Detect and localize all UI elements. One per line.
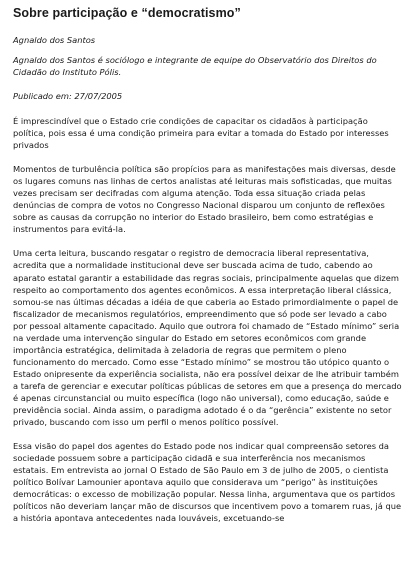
article-paragraph-2: Momentos de turbulência política são propícios para as manifestações mais diversas, desde os lugares comuns nas linhas de certos analistas até leituras mais sofisticadas, que muitas vezes precisam ser decifradas com alguma atenção. Toda essa situação criada pelas denúncias de compra de votos no Congresso Nacional disparou um conjunto de reflexões sobre as causas da corrupção no interior do Estado brasileiro, bem como estratégias e instrumentos para evitá-la. <box>13 164 396 235</box>
article-paragraph-1: É imprescindível que o Estado crie condições de capacitar os cidadãos à participação política, pois essa é uma condição primeira para evitar a tomada do Estado por interesses privados <box>13 116 389 151</box>
author-name: Agnaldo dos Santos <box>13 35 96 45</box>
article-paragraph-3: Uma certa leitura, buscando resgatar o registro de democracia liberal representativa, acredita que a normalidade institucional deve ser buscada acima de tudo, cabendo ao aparato estatal garantir a estabilidade das regras sociais, principalmente aquelas que dizem respeito ao comportamento dos agentes econômicos. A essa interpretação liberal clássica, somou-se nas últimas décadas a idéia de que caberia ao Estado primordialmente o papel de fiscalizador de mecanismos regulatórios, empreendimento que só pode ser levado a cabo por pessoal altamente capacitado. Aquilo que outrora foi chamado de “Estado mínimo” seria na verdade uma intervenção singular do Estado em setores econômicos com grande importância estratégica, delimitada à zeladoria de regras que permitem o pleno funcionamento do mercado. Como esse “Estado mínimo” se mostrou tão utópico quanto o Estado onipresente da experiência socialista, não era possível deixar de lhe atribuir também a tarefa de gerenciar e executar políticas públicas de setores em que a presença do mercado é apenas circunstancial ou muito específica (logo não universal), como educação, saúde e previdência social. Ainda assim, o paradigma adotado é o da “gerência” existente no setor privado, buscando com isso um perfil o menos político possível. <box>13 248 402 428</box>
article-paragraph-4: Essa visão do papel dos agentes do Estado pode nos indicar qual compreensão setores da sociedade possuem sobre a participação cidadã e sua interferência nos mecanismos estatais. Em entrevista ao jornal O Estado de São Paulo em 3 de julho de 2005, o cientista político Bolívar Lamounier apontava aquilo que considerava um “perigo” às instituições democráticas: o excesso de mobilização popular. Nessa linha, argumentava que os partidos políticos não deveriam lançar mão de discursos que incentivem povo a tomarem ruas, já que a história apontava antecedentes nada louváveis, excetuando-se <box>13 441 402 524</box>
article-title: Sobre participação e “democratismo” <box>13 6 241 20</box>
publication-date: Publicado em: 27/07/2005 <box>13 91 123 101</box>
author-bio: Agnaldo dos Santos é sociólogo e integrante de equipe do Observatório dos Direitos do Cidadão do Instituto Pólis. <box>13 55 377 77</box>
